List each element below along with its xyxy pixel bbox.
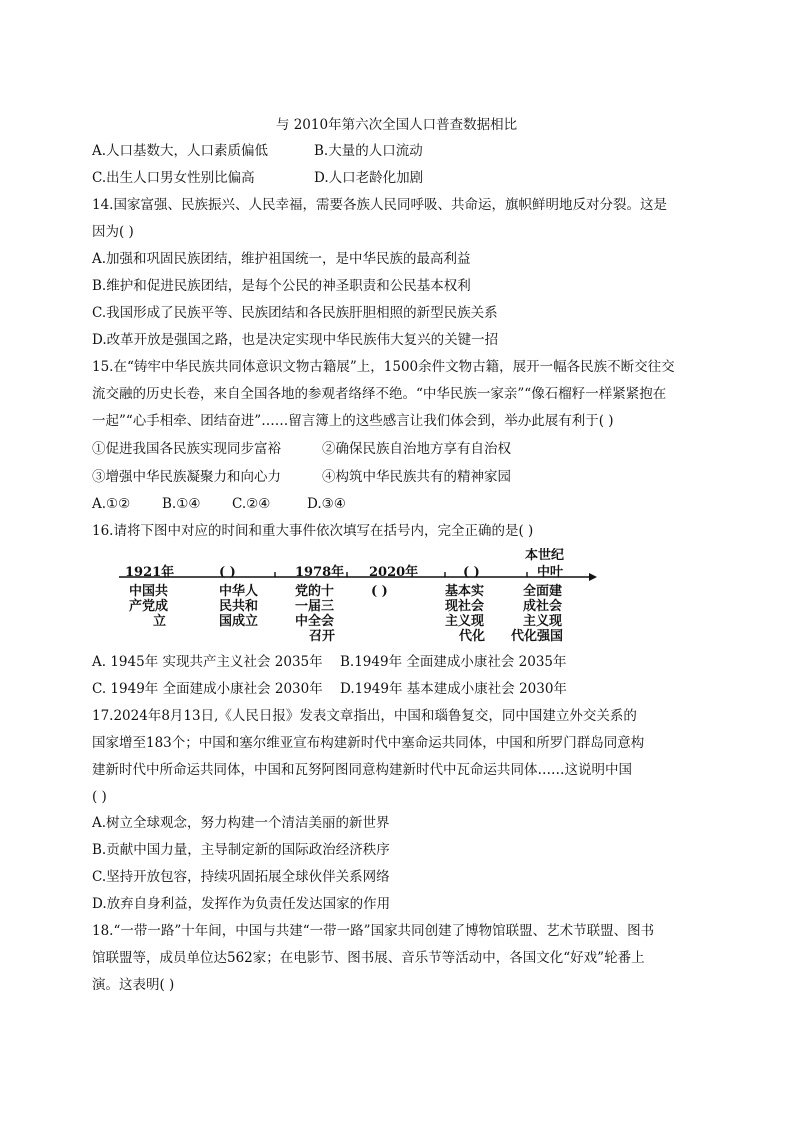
q18-stem-3: 演。这表明( ) — [92, 977, 175, 993]
q17-option-b: B.贡献中国力量，主导制定新的国际政治经济秩序 — [92, 842, 390, 858]
q17-option-a: A.树立全球观念，努力构建一个清洁美丽的新世界 — [92, 815, 390, 831]
q15-stem-2: 流交融的历史长卷，来自全国各地的参观者络绎不绝。“中华民族一家亲”“像石榴籽一样紧紧抱在 — [92, 386, 667, 402]
q14-option-d: D.改革开放是强国之路，也是决定实现中华民族伟大复兴的关键一招 — [92, 332, 499, 348]
q15-option-a: A.①② — [92, 496, 131, 512]
timeline-event-3-line-2: 一届三 — [295, 599, 335, 614]
q13-options-row-1 — [92, 141, 712, 161]
q17-option-c: C.坚持开放包容，持续巩固拓展全球伙伴关系网络 — [92, 869, 390, 885]
q15-stem-1: 15.在“铸牢中华民族共同体意识文物古籍展”上，1500余件文物古籍，展开一幅各民族不断交往交 — [92, 359, 675, 375]
q14-stem-2: 因为( ) — [92, 224, 134, 240]
timeline-event-3-line-3: 中全会 — [295, 614, 335, 629]
q13-option-d: D.人口老龄化加剧 — [314, 170, 424, 186]
q15-option-c: C.②④ — [232, 496, 271, 512]
q15-stem-3: 一起”“心手相牵、团结奋进”……留言簿上的这些感言让我们体会到，举办此展有利于( ) — [92, 413, 614, 429]
q16-option-b: B.1949年 全面建成小康社会 2035年 — [340, 654, 567, 670]
timeline-top-blank-2: ( ) — [463, 565, 480, 580]
q16-stem: 16.请将下图中对应的时间和重大事件依次填写在括号内，完全正确的是( ) — [92, 523, 534, 539]
q15-option-b: B.①④ — [162, 496, 201, 512]
q13-option-c: C.出生人口男女性别比偏高 — [92, 170, 255, 186]
q15-items-row-2 — [92, 467, 712, 487]
timeline-event-6-line-3: 主义现 — [523, 614, 563, 629]
q13-option-a: A.人口基数大，人口素质偏低 — [92, 143, 269, 159]
timeline-event-3-line-4: 召开 — [309, 629, 336, 644]
q17-stem-1: 17.2024年8月13日,《人民日报》发表文章指出，中国和瑙鲁复交，同中国建立外交关系的 — [92, 708, 637, 724]
timeline-top-century: 本世纪 — [525, 548, 565, 563]
q16-options-row-1 — [92, 652, 712, 672]
timeline-top-2020: 2020年 — [369, 565, 419, 580]
q15-item-3: ③增强中华民族凝聚力和向心力 — [92, 469, 281, 485]
timeline-event-2-line-1: 中华人 — [219, 584, 259, 599]
q15-items-row-1 — [92, 439, 712, 459]
q17-stem-4: ( ) — [92, 789, 107, 805]
timeline-event-2-line-2: 民共和 — [219, 599, 259, 614]
timeline-event-1-line-2: 产党成 — [129, 599, 169, 614]
timeline-event-1-line-1: 中国共 — [129, 584, 169, 599]
q14-option-a: A.加强和巩固民族团结，维护祖国统一，是中华民族的最高利益 — [92, 251, 471, 267]
timeline-event-1-line-3: 立 — [153, 614, 167, 629]
q15-item-1: ①促进我国各民族实现同步富裕 — [92, 441, 281, 457]
q14-option-b: B.维护和促进民族团结，是每个公民的神圣职责和公民基本权利 — [92, 278, 471, 294]
timeline-event-5-line-3: 主义现 — [445, 614, 485, 629]
timeline-event-4-blank: ( ) — [371, 584, 388, 599]
q13-options-row-2 — [92, 168, 712, 188]
timeline-top-blank-1: ( ) — [219, 565, 236, 580]
q16-option-c: C. 1949年 全面建成小康社会 2030年 — [92, 681, 323, 697]
q17-stem-2: 国家增至183个；中国和塞尔维亚宣布构建新时代中塞命运共同体，中国和所罗门群岛同意构 — [92, 735, 645, 751]
q15-options-row — [92, 494, 712, 514]
timeline-event-2-line-3: 国成立 — [219, 614, 259, 629]
q15-item-2: ②确保民族自治地方享有自治权 — [322, 441, 511, 457]
q16-option-a: A. 1945年 实现共产主义社会 2035年 — [92, 654, 323, 670]
q14-stem-1: 14.国家富强、民族振兴、人民幸福，需要各族人民同呼吸、共命运，旗帜鲜明地反对分裂。这是 — [92, 197, 667, 213]
timeline-event-6-line-2: 成社会 — [523, 599, 563, 614]
timeline-arrow — [589, 573, 597, 581]
timeline-top-1921: 1921年 — [125, 565, 175, 580]
q15-option-d: D.③④ — [307, 496, 346, 512]
timeline-top-1978: 1978年 — [295, 565, 345, 580]
timeline-event-5-line-4: 代化 — [459, 629, 486, 644]
q17-stem-3: 建新时代中所命运共同体，中国和瓦努阿图同意构建新时代中瓦命运共同体……这说明中国 — [92, 762, 632, 778]
timeline-event-6-line-1: 全面建 — [523, 584, 563, 599]
timeline-event-6-line-4: 代化强国 — [511, 629, 564, 644]
q17-option-d: D.放弃自身利益，发挥作为负责任发达国家的作用 — [92, 896, 391, 912]
timeline-top-mid: 中叶 — [537, 565, 564, 580]
timeline-event-5-line-1: 基本实 — [445, 584, 485, 599]
q18-stem-2: 馆联盟等，成员单位达562家；在电影节、图书展、音乐节等活动中，各国文化“好戏”轮番上 — [92, 950, 645, 966]
timeline-event-3-line-1: 党的十 — [295, 584, 335, 599]
q16-timeline — [115, 548, 605, 644]
header-line: 与 2010年第六次全国人口普查数据相比 — [275, 117, 518, 133]
q14-option-c: C.我国形成了民族平等、民族团结和各民族肝胆相照的新型民族关系 — [92, 305, 498, 321]
q16-options-row-2 — [92, 679, 712, 699]
q18-stem-1: 18.“一带一路”十年间，中国与共建“一带一路”国家共同创建了博物馆联盟、艺术节联盟、图书 — [92, 923, 655, 939]
q16-option-d: D.1949年 基本建成小康社会 2030年 — [340, 681, 567, 697]
q15-item-4: ④构筑中华民族共有的精神家园 — [322, 469, 511, 485]
q13-option-b: B.大量的人口流动 — [314, 143, 423, 159]
timeline-event-5-line-2: 现社会 — [445, 599, 485, 614]
